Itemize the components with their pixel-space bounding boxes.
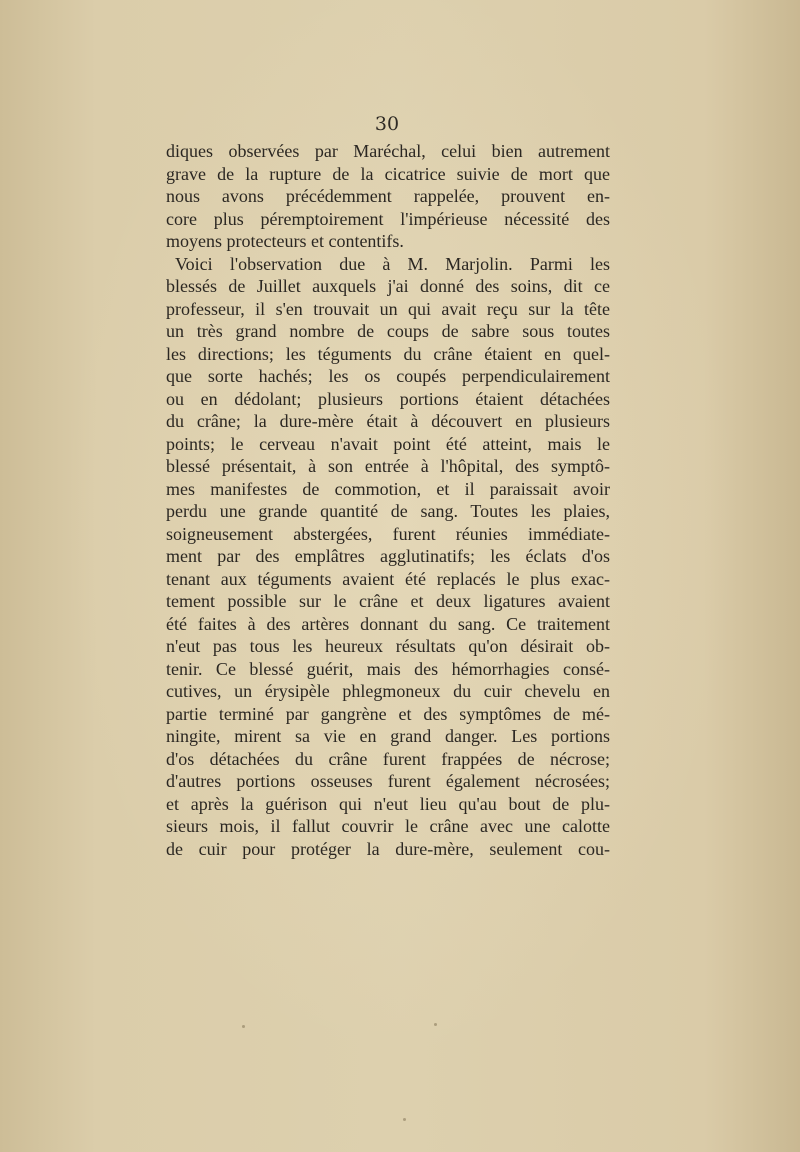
text-line: blessé présentait, à son entrée à l'hôpital, des symptô- [166,456,610,476]
text-line: été faites à des artères donnant du sang. Ce traitement [166,613,610,634]
text-line: tenir. Ce blessé guérit, mais des hémorrhagies consé- [166,658,610,679]
text-line: ou en dédolant; plusieurs portions étaient détachées [166,388,610,409]
text-line: mes manifestes de commotion, et il paraissait avoir [166,478,610,499]
text-line-paragraph-start: Voici l'observation due à M. Marjolin. Parmi les [175,253,610,274]
text-line: points; le cerveau n'avait point été atteint, mais le [166,433,610,454]
text-line: d'os détachées du crâne furent frappées de nécrose; [166,748,610,769]
text-line: que sorte hachés; les os coupés perpendiculairement [166,366,610,386]
text-line: core plus péremptoirement l'impérieuse nécessité des [166,208,610,229]
text-line: de cuir pour protéger la dure-mère, seulement cou- [166,838,610,859]
text-line: nous avons précédemment rappelée, prouvent en- [166,186,610,206]
text-line: un très grand nombre de coups de sabre sous toutes [166,321,610,341]
text-line: ment par des emplâtres agglutinatifs; les éclats d'os [166,546,610,566]
body-text [166,140,610,860]
paper-speck [403,1118,406,1121]
text-line: cutives, un érysipèle phlegmoneux du cuir chevelu en [166,681,610,701]
text-line: sieurs mois, il fallut couvrir le crâne avec une calotte [166,816,610,836]
text-line: du crâne; la dure-mère était à découvert en plusieurs [166,411,610,431]
text-line: professeur, il s'en trouvait un qui avait reçu sur la tête [166,298,610,319]
text-line: perdu une grande quantité de sang. Toutes les plaies, [166,501,610,521]
text-line: diques observées par Maréchal, celui bien autrement [166,141,610,161]
text-line: n'eut pas tous les heureux résultats qu'on désirait ob- [166,636,610,656]
text-line: les directions; les téguments du crâne étaient en quel- [166,343,610,364]
paper-speck [434,1023,437,1026]
text-line: blessés de Juillet auxquels j'ai donné des soins, dit ce [166,276,610,296]
text-line: tement possible sur le crâne et deux ligatures avaient [166,591,610,611]
text-line: et après la guérison qui n'eut lieu qu'au bout de plu- [166,793,610,814]
text-line: ningite, mirent sa vie en grand danger. Les portions [166,726,610,746]
text-line: grave de la rupture de la cicatrice suivie de mort que [166,163,610,184]
paper-speck [242,1025,245,1028]
text-line-paragraph-end: moyens protecteurs et contentifs. [166,231,404,251]
text-line: partie terminé par gangrène et des symptômes de mé- [166,703,610,724]
page-number: 30 [374,113,400,135]
text-line: tenant aux téguments avaient été replacés le plus exac- [166,568,610,589]
text-line: soigneusement abstergées, furent réunies immédiate- [166,523,610,544]
text-line: d'autres portions osseuses furent également nécrosées; [166,771,610,791]
